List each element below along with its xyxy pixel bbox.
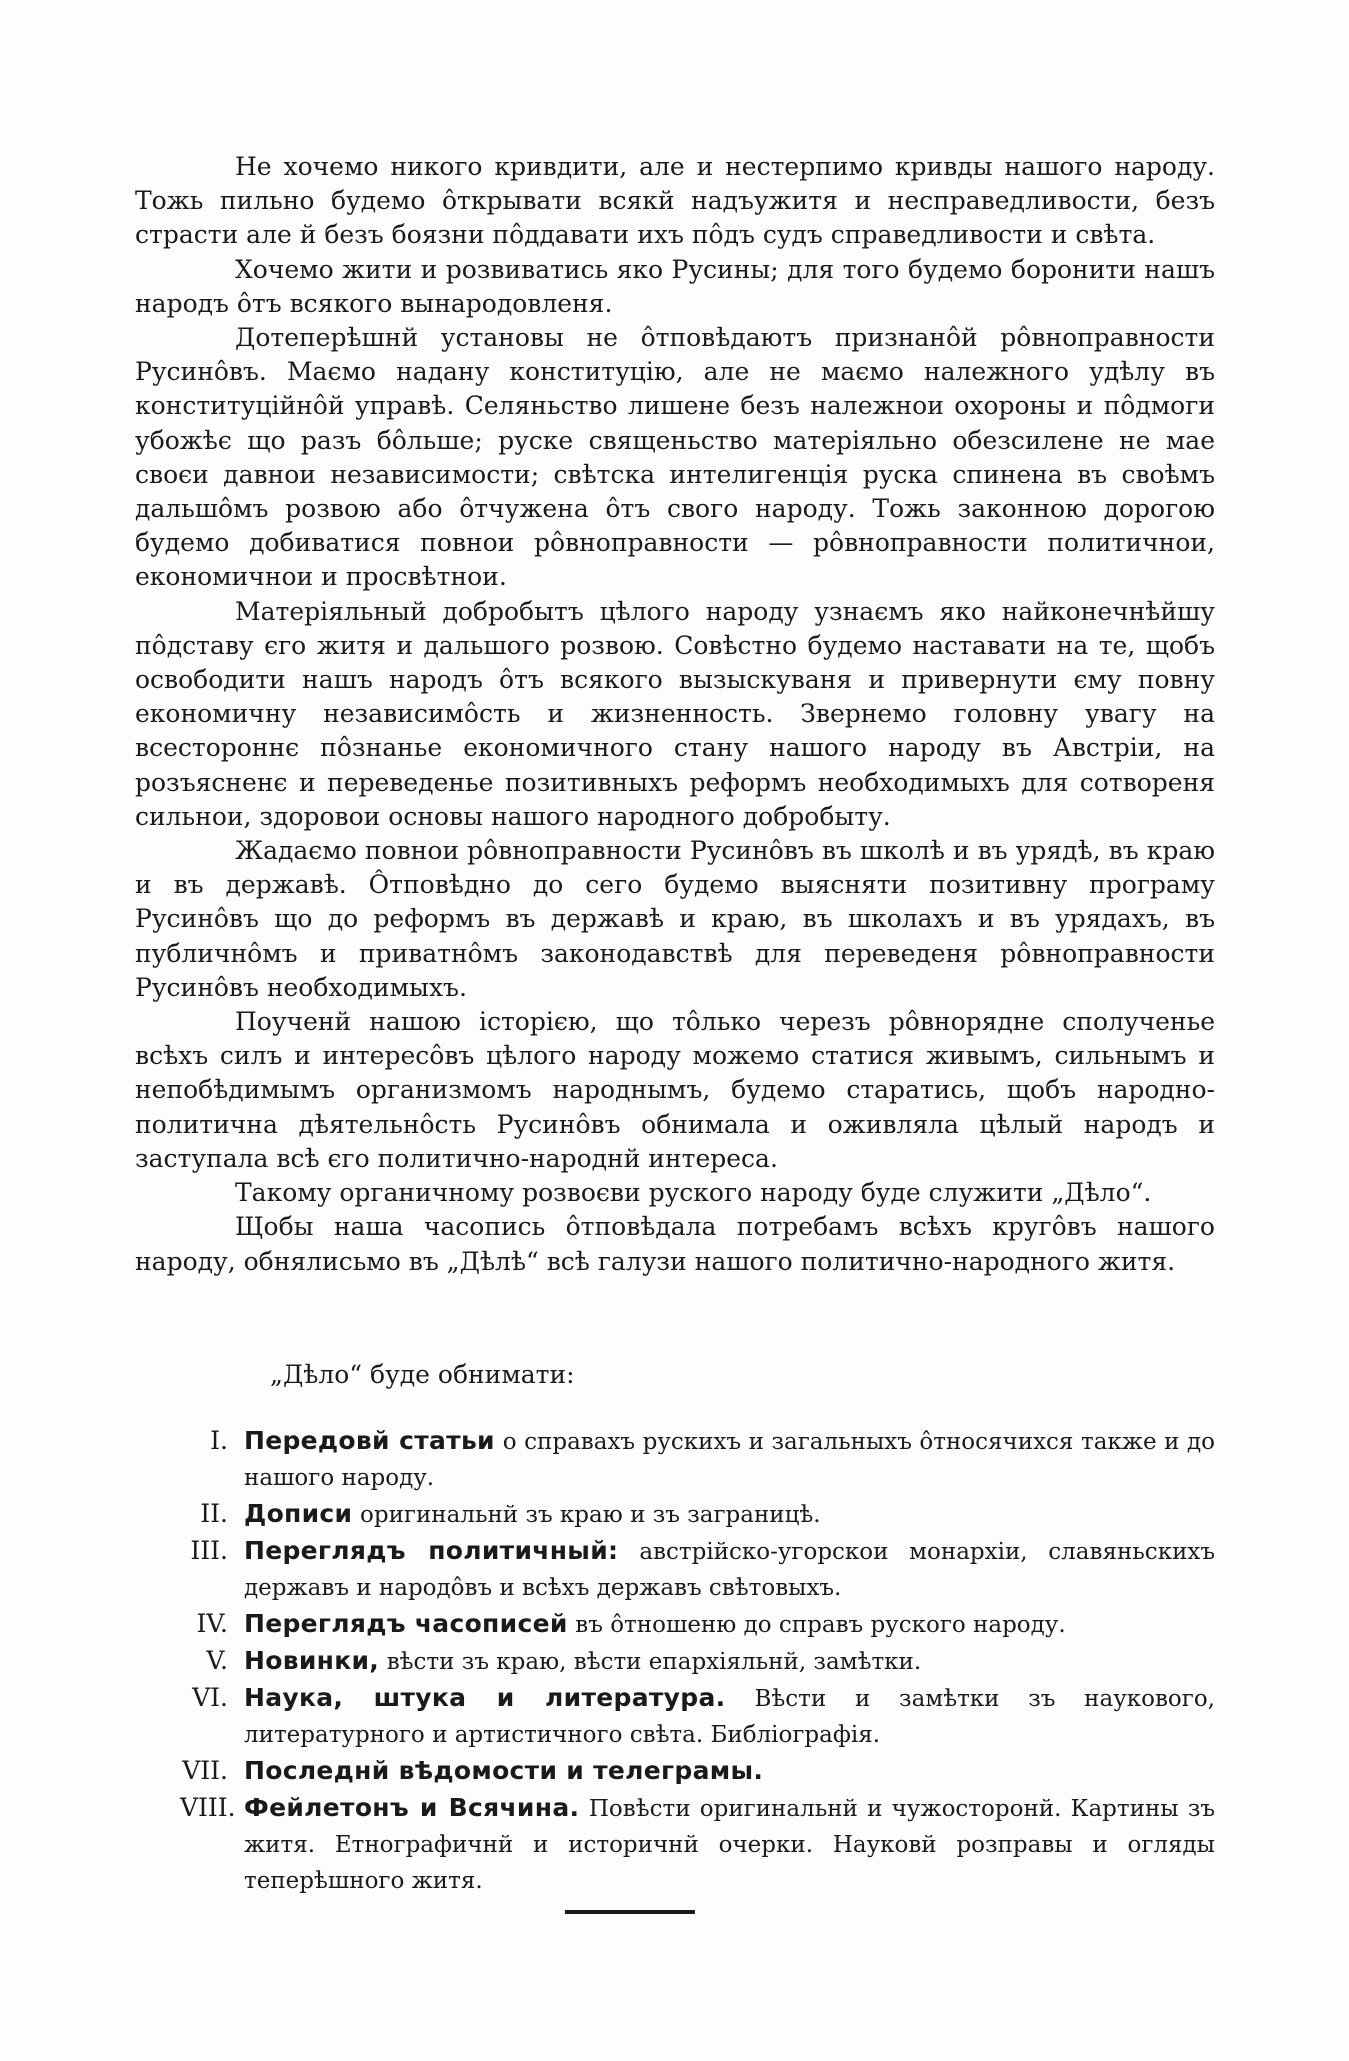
paragraph: Хочемо жити и розвиватись яко Русины; для того будемо боронити нашъ народъ ôтъ всякого вынародовленя. (135, 254, 1215, 318)
program-item (180, 1423, 1215, 1496)
program-item-description: оригинальнй зъ краю и зъ заграницѣ. (360, 1502, 821, 1528)
program-item (180, 1496, 1215, 1533)
program-item-title: Дописи (244, 1499, 353, 1528)
program-item-number: II. (200, 1499, 228, 1528)
program-item-description: вѣсти зъ краю, вѣсти епархіяльнй, замѣтки. (386, 1649, 922, 1675)
program-item-title: Фейлетонъ и Всячина. (244, 1793, 580, 1822)
program-item-number: VII. (182, 1756, 228, 1785)
program-item-number: VI. (192, 1683, 228, 1712)
program-item-title: Последнй вѣдомости и телеграмы. (244, 1756, 764, 1785)
program-item-title: Передовй статьи (244, 1426, 495, 1455)
program-item-description: Вѣсти и замѣтки зъ наукового, литературного и артистичного свѣта. Библіографія. (244, 1686, 1215, 1748)
program-item-number: I. (210, 1426, 228, 1455)
program-item-body (244, 1606, 1215, 1643)
program-item-number: IV. (196, 1609, 228, 1638)
program-list (180, 1423, 1215, 1899)
program-item-body (244, 1753, 1215, 1790)
paragraph: Дотеперѣшнй установы не ôтповѣдаютъ признанôй рôвноправности Русинôвъ. Маємо надану конституцію, але не маємо належного удѣлу въ конституційнôй управѣ. Селяньство лишене безъ належнои охороны и пôдмоги убожѣє що разъ бôльше; руске священьство матеріяльно обезсилене не мае своєи давнои независимости; свѣтска интелигенція руска спинена въ своѣмъ дальшôмъ розвою або ôтчужена ôтъ свого народу. Тожь законною дорогою будемо добиватися повнои рôвноправности — рôвноправности политичнои, економичнои и просвѣтнои. (135, 323, 1215, 592)
paragraph: Такому органичному розвоєви руского народу буде служити „Дѣло“. (235, 1178, 1152, 1208)
program-item-description: въ ôтношеню до справъ руского народу. (575, 1612, 1066, 1638)
program-intro: „Дѣло“ буде обнимати: (270, 1360, 575, 1389)
program-item (180, 1680, 1215, 1753)
program-item-body (244, 1496, 1215, 1533)
body-text (135, 150, 1215, 1279)
program-item (180, 1643, 1215, 1680)
program-item-description: Повѣсти оригинальнй и чужосторонй. Картины зъ житя. Етнографичнй и историчнй очерки. Науковй розправы и огляды теперѣшного житя. (244, 1796, 1215, 1894)
program-item-number: VIII. (180, 1793, 236, 1822)
program-item-description: о справахъ рускихъ и загальныхъ ôтносячихся также и до нашого народу. (244, 1429, 1215, 1491)
program-item-number: III. (190, 1536, 228, 1565)
program-item-number: V. (206, 1646, 228, 1675)
program-item (180, 1533, 1215, 1606)
program-item-title: Новинки, (244, 1646, 380, 1675)
paragraph: Поученй нашою історією, що тôлько черезъ рôвнорядне сполученье всѣхъ силъ и интересôвъ цѣлого народу можемо статися живымъ, сильнымъ и непобѣдимымъ организмомъ народнымъ, будемо старатись, щобъ народно-политична дѣятельнôсть Русинôвъ обнимала и оживляла цѣлый народъ и заступала всѣ єго политично-народнй интереса. (135, 1007, 1215, 1173)
program-item-body (244, 1533, 1215, 1606)
end-rule (565, 1910, 695, 1914)
program-item-description: австрійско-угорскои монархіи, славяньскихъ державъ и народôвъ и всѣхъ державъ свѣтовыхъ. (244, 1539, 1215, 1601)
program-item-title: Переглядъ часописей (244, 1609, 568, 1638)
program-item-title: Переглядъ политичный: (244, 1536, 619, 1565)
paragraph: Щобы наша часопись ôтповѣдала потребамъ всѣхъ кругôвъ нашого народу, обнялисьмо въ „Дѣлѣ“ всѣ галузи нашого политично-народного житя. (135, 1212, 1215, 1276)
program-item-body (244, 1790, 1215, 1899)
paragraph: Жадаємо повнои рôвноправности Русинôвъ въ школѣ и въ урядѣ, въ краю и въ державѣ. Ôтповѣдно до сего будемо выясняти позитивну програму Русинôвъ що до реформъ въ державѣ и краю, въ школахъ и въ урядахъ, въ публичнôмъ и приватнôмъ законодавствѣ для переведеня рôвноправности Русинôвъ необходимыхъ. (135, 836, 1215, 1002)
paragraph: Не хочемо никого кривдити, але и нестерпимо кривды нашого народу. Тожь пильно будемо ôткрывати всякй надъужитя и несправедливости, безъ страсти але й безъ боязни пôддавати ихъ пôдъ судъ справедливости и свѣта. (135, 152, 1215, 250)
program-item (180, 1606, 1215, 1643)
program-item (180, 1790, 1215, 1899)
paragraph: Матеріяльный добробытъ цѣлого народу узнаємъ яко найконечнѣйшу пôдставу єго житя и дальшого розвою. Совѣстно будемо наставати на те, щобъ освободити нашъ народъ ôтъ всякого вызыскуваня и привернути єму повну економичну независимôсть и жизненность. Звернемо головну увагу на всестороннє пôзнанье економичного стану нашого народу въ Австріи, на розъясненє и переведенье позитивныхъ реформъ необходимыхъ для сотвореня сильнои, здоровои основы нашого народного добробыту. (135, 596, 1215, 831)
program-item-body (244, 1680, 1215, 1753)
program-item-body (244, 1423, 1215, 1496)
program-item (180, 1753, 1215, 1790)
program-item-body (244, 1643, 1215, 1680)
program-item-title: Наука, штука и литература. (244, 1683, 726, 1712)
